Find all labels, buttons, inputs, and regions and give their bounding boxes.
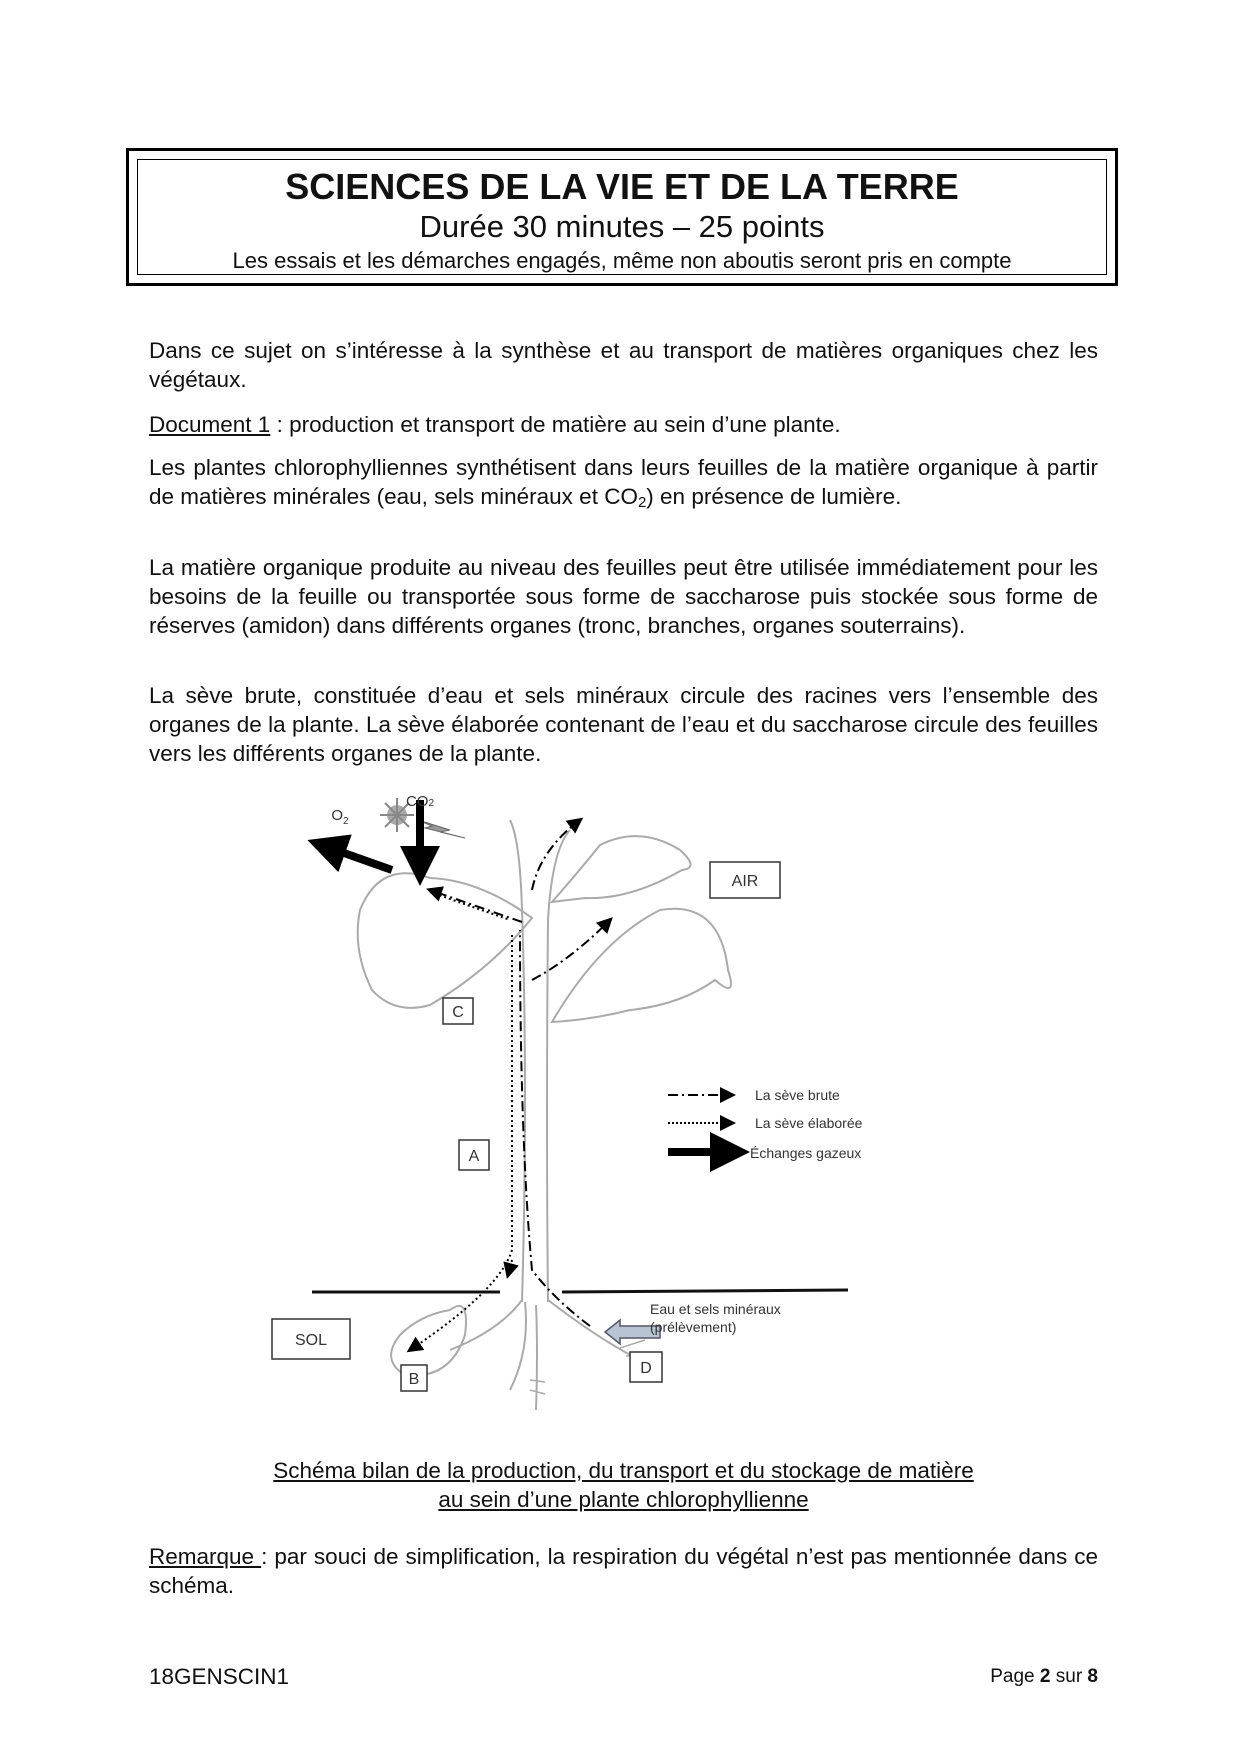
co2-sub: 2	[428, 798, 435, 810]
legend-raw-sap: La sève brute	[755, 1087, 840, 1103]
paragraph-1-sub: 2	[637, 494, 647, 511]
water-label-2: (prélèvement)	[650, 1319, 737, 1335]
footer-code: 18GENSCIN1	[149, 1664, 290, 1689]
co2-label: CO	[405, 793, 429, 811]
page-word: Page	[990, 1666, 1040, 1687]
svg-text:O2	[331, 807, 349, 827]
o2-sub: 2	[343, 816, 349, 827]
raw-sap-arrows	[430, 820, 610, 1326]
page-title: SCIENCES DE LA VIE ET DE LA TERRE	[285, 166, 959, 207]
legend-gas-exchange: Échanges gazeux	[750, 1145, 862, 1161]
paragraph-3	[149, 681, 1098, 768]
svg-text:CO2	[406, 793, 435, 810]
page-subtitle: Durée 30 minutes – 25 points	[419, 209, 825, 244]
air-label: AIR	[731, 873, 759, 890]
light-ray-icon	[418, 820, 465, 838]
paragraph-1-before: Les plantes chlorophylliennes synthétisent dans leurs feuilles de la matière organique à partir de matières minérales (eau, sels minéraux et CO	[149, 455, 1098, 509]
total-pages: 8	[1087, 1666, 1098, 1687]
leaf-top-right	[552, 836, 691, 902]
box-b-label: B	[408, 1371, 420, 1388]
caption-line-1: Schéma bilan de la production, du transport et du stockage de matière	[273, 1458, 974, 1483]
box-d-label: D	[640, 1360, 652, 1377]
sol-label: SOL	[294, 1332, 328, 1349]
header-note: Les essais et les démarches engagés, même non aboutis seront pris en compte	[232, 248, 1012, 273]
o2-arrow	[330, 848, 392, 870]
leaf-mid-right	[552, 909, 731, 1022]
intro-text: Dans ce sujet on s’intéresse à la synthèse et au transport de matières organiques chez les végétaux.	[149, 338, 1098, 392]
elaborated-sap-arrows	[410, 892, 512, 1350]
document1-title: : production et transport de matière au sein d’une plante.	[270, 412, 841, 437]
page-number	[990, 1666, 1098, 1688]
figure-caption	[149, 1456, 1098, 1514]
water-label-1: Eau et sels minéraux	[650, 1301, 781, 1317]
intro-paragraph	[149, 336, 1098, 394]
paragraph-3-text: La sève brute, constituée d’eau et sels minéraux circule des racines vers l’ensemble des organes de la plante. La sève élaborée contenant de l’eau et du saccharose circule des feuilles vers les différents organes de la plante.	[149, 683, 1098, 766]
box-a-label: A	[468, 1148, 480, 1165]
leaf-left	[358, 873, 532, 1008]
of-word: sur	[1050, 1666, 1088, 1687]
current-page: 2	[1039, 1666, 1051, 1687]
o2-label: O	[331, 807, 344, 824]
plant-diagram	[294, 790, 1000, 1450]
caption-line-2: au sein d’une plante chlorophyllienne	[438, 1487, 809, 1512]
header-inner	[137, 159, 1107, 275]
document1-heading	[149, 410, 1098, 439]
legend-elaborated-sap: La sève élaborée	[755, 1115, 863, 1131]
paragraph-1	[149, 453, 1098, 511]
remark-paragraph	[149, 1542, 1098, 1600]
box-c-label: C	[452, 1004, 464, 1021]
document1-label: Document 1	[149, 412, 271, 437]
legend	[668, 1087, 863, 1161]
paragraph-2	[149, 553, 1098, 640]
ground-line	[312, 1290, 848, 1292]
remark-label: Remarque	[149, 1544, 262, 1569]
header-box	[126, 148, 1118, 286]
paragraph-2-text: La matière organique produite au niveau des feuilles peut être utilisée immédiatement pour les besoins de la feuille ou transportée sous forme de saccharose puis stockée sous forme de réserves (amidon) dans différents organes (tronc, branches, organes souterrains).	[149, 555, 1098, 638]
paragraph-1-after: ) en présence de lumière.	[646, 484, 902, 509]
remark-text: : par souci de simplification, la respiration du végétal n’est pas mentionnée dans ce schéma.	[149, 1544, 1098, 1598]
